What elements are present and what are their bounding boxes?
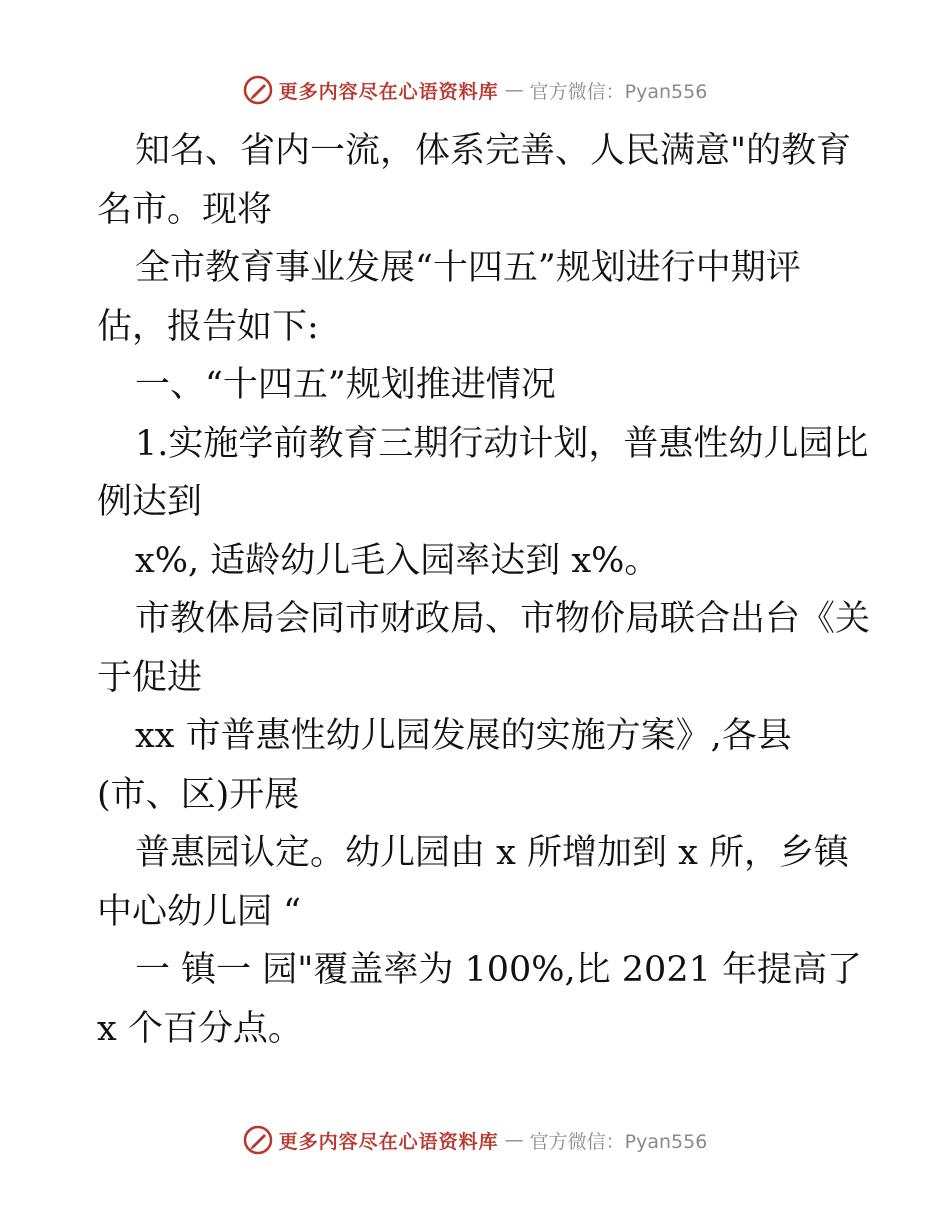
site-name: 更多内容尽在心语资料库 xyxy=(278,1130,499,1153)
paragraph-line: (市、区)开展 xyxy=(97,774,300,815)
paragraph-line: 名市。现将 xyxy=(97,189,273,230)
paragraph-line: 市教体局会同市财政局、市物价局联合出台《关 xyxy=(135,599,871,639)
wechat-id: 官方微信：Pyan556 xyxy=(529,1130,708,1153)
paragraph-line: xx 市普惠性幼儿园发展的实施方案》,各县 xyxy=(135,716,792,756)
paragraph-line: 一 镇一 园"覆盖率为 100%,比 2021 年提高了 xyxy=(135,950,862,990)
quill-pen-icon xyxy=(243,75,273,105)
paragraph-line: 估，报告如下: xyxy=(97,306,319,347)
section-heading: 一、“十四五”规划推进情况 xyxy=(135,365,556,405)
paragraph-line: x 个百分点。 xyxy=(97,1008,303,1049)
wechat-id: 官方微信：Pyan556 xyxy=(529,80,708,103)
paragraph-line: 普惠园认定。幼儿园由 x 所增加到 x 所，乡镇 xyxy=(135,833,849,873)
paragraph-line: x%, 适龄幼儿毛入园率达到 x%。 xyxy=(135,540,660,581)
document-body xyxy=(97,122,871,1058)
quill-pen-icon xyxy=(243,1125,273,1155)
paragraph-line: 全市教育事业发展“十四五”规划进行中期评 xyxy=(135,248,801,288)
paragraph-line: 1.实施学前教育三期行动计划，普惠性幼儿园比 xyxy=(135,423,869,464)
watermark-footer xyxy=(0,1118,950,1162)
paragraph-line: 知名、省内一流，体系完善、人民满意"的教育 xyxy=(135,131,852,171)
paragraph-line: 中心幼儿园 “ xyxy=(97,891,302,932)
site-name: 更多内容尽在心语资料库 xyxy=(278,80,499,103)
header-separator: — xyxy=(504,79,524,101)
paragraph-line: 于促进 xyxy=(97,657,203,698)
header-separator: — xyxy=(504,1129,524,1151)
paragraph-line: 例达到 xyxy=(97,482,203,522)
watermark-header xyxy=(0,68,950,112)
